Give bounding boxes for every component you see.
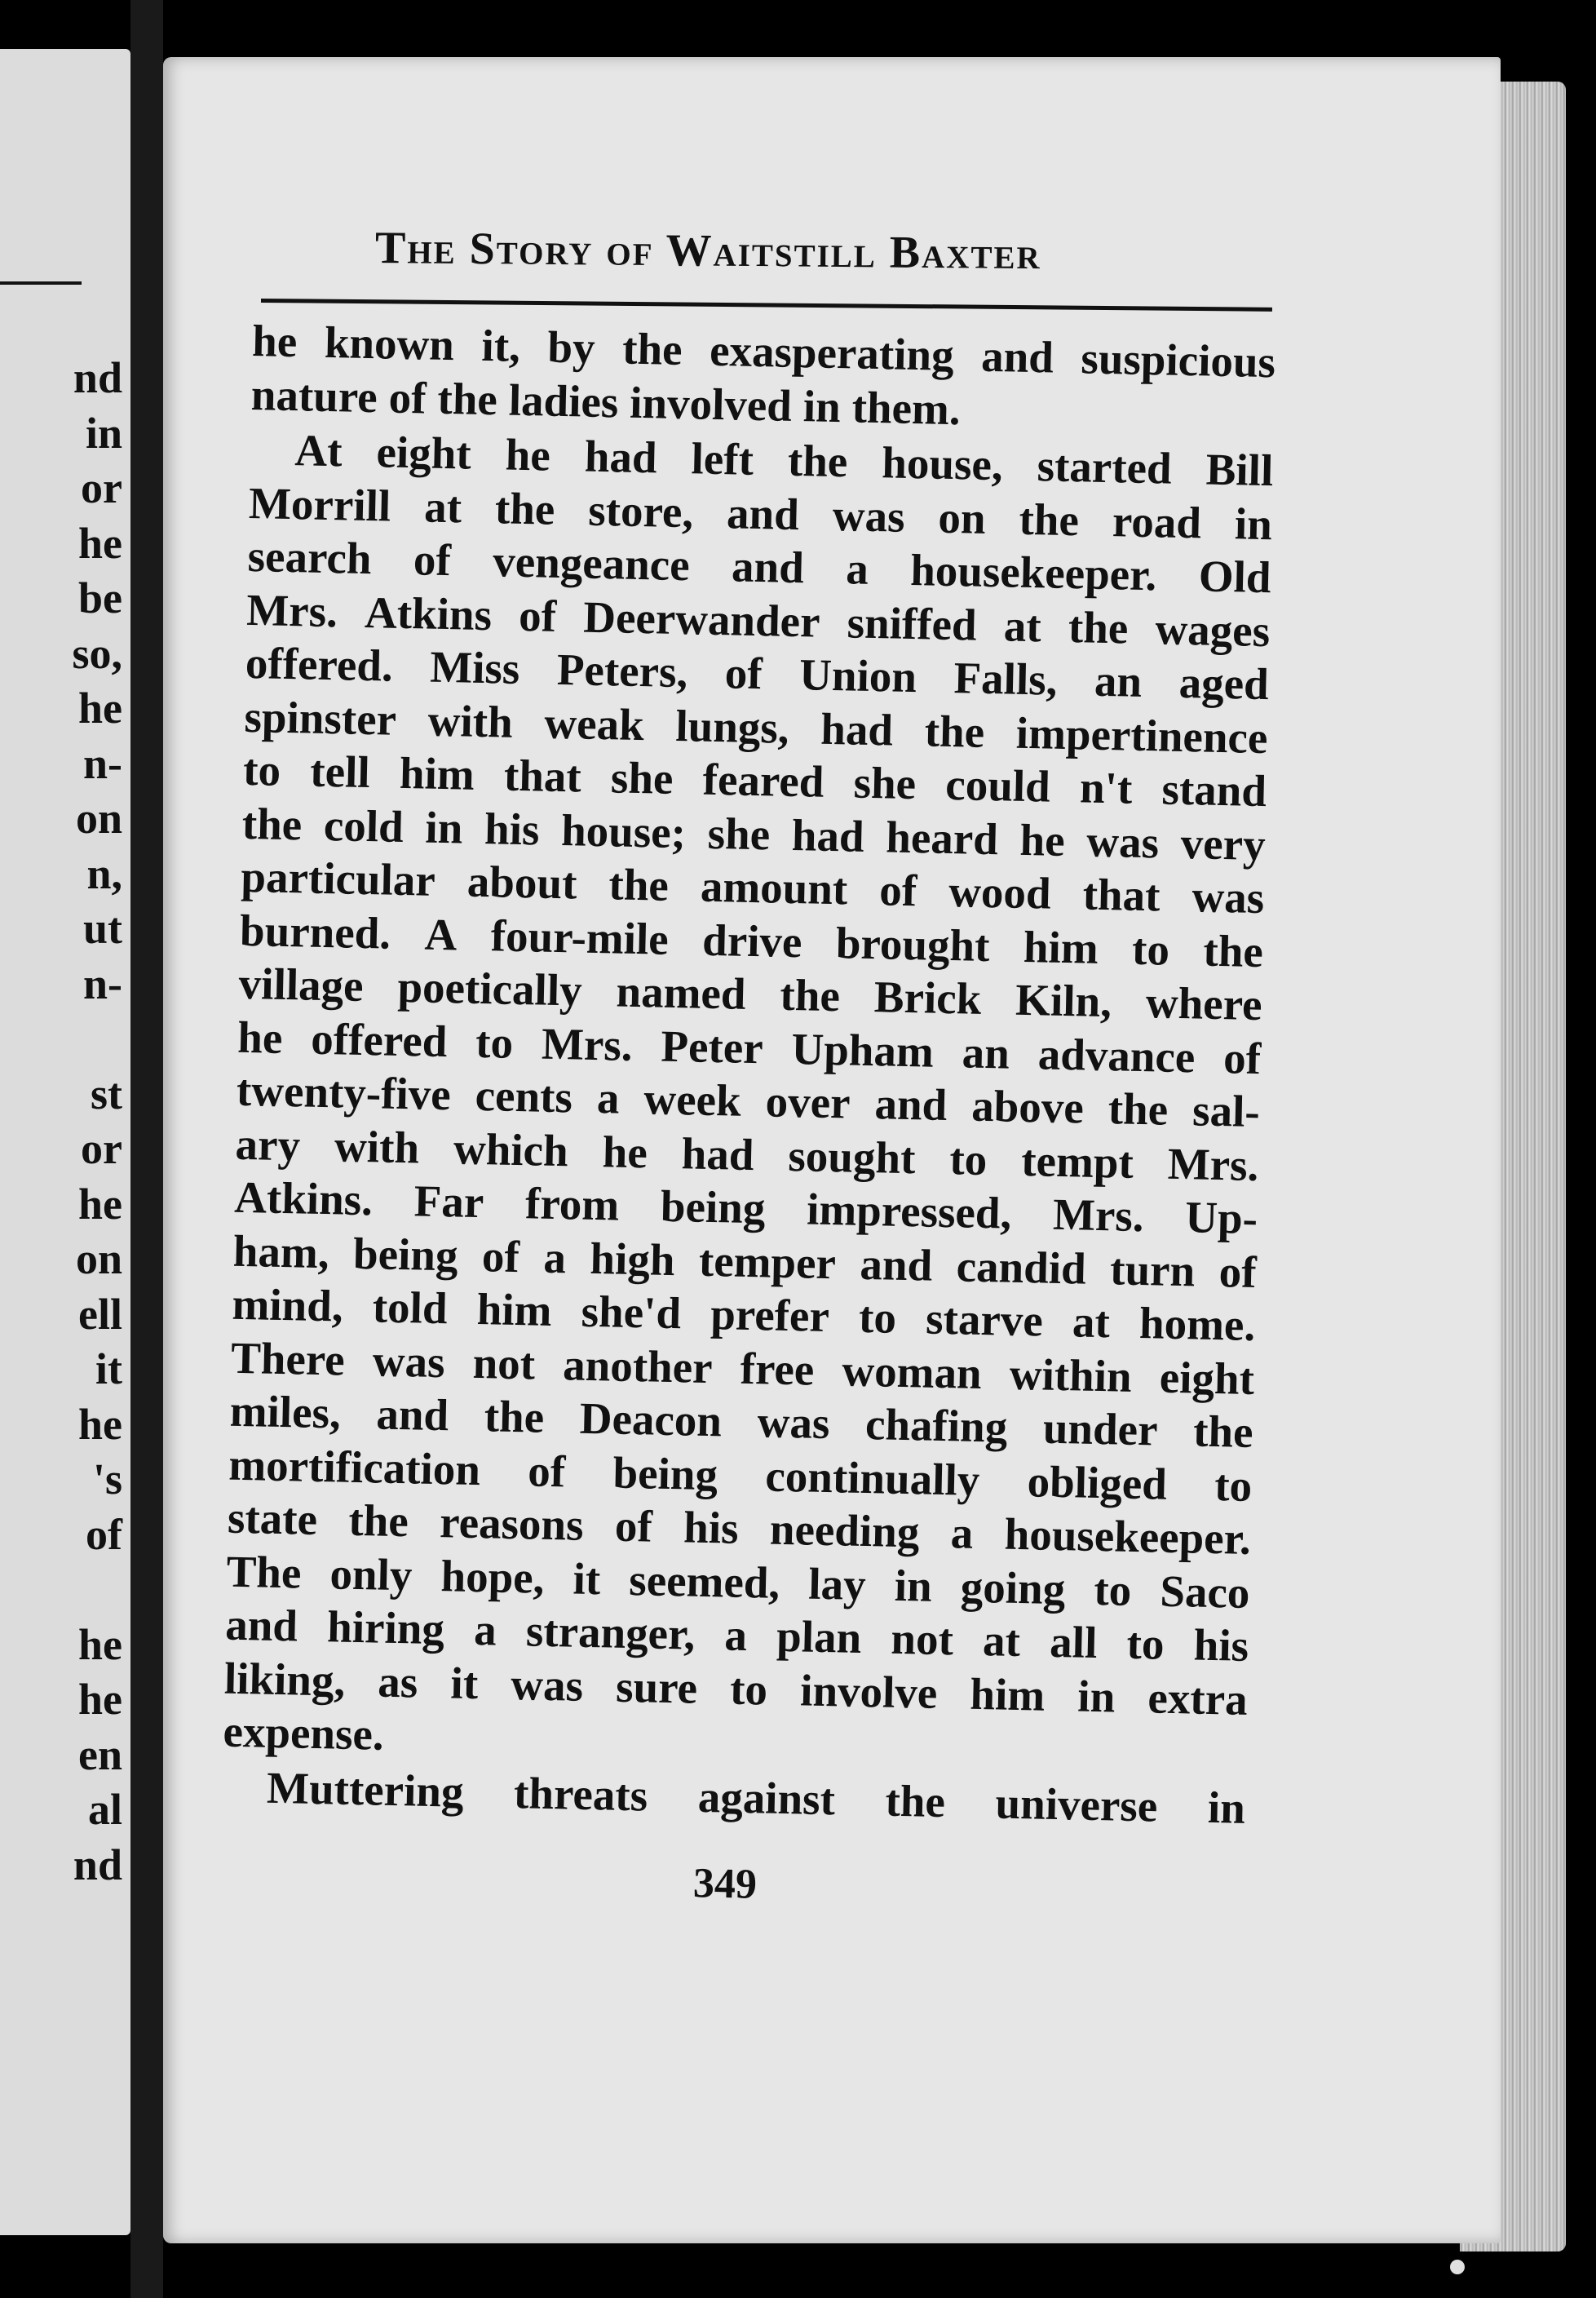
left-page-fragment: he — [78, 518, 122, 568]
word: cents — [475, 1069, 573, 1122]
word: to — [1214, 1459, 1253, 1511]
word: which — [453, 1122, 569, 1176]
word: heard — [885, 811, 999, 864]
word: on — [937, 492, 987, 543]
word: Kiln, — [1015, 974, 1112, 1027]
word: an — [1094, 655, 1143, 706]
word: another — [562, 1339, 714, 1393]
word: to — [475, 1016, 514, 1068]
book-gutter — [130, 0, 163, 2298]
word: where — [1145, 977, 1263, 1030]
word: the — [1018, 494, 1080, 545]
word: it — [573, 1553, 601, 1604]
left-page-fragment: or — [81, 1124, 122, 1173]
running-head: The Story of Waitstill Baxter — [374, 223, 1041, 280]
word: state — [227, 1492, 318, 1544]
word: started — [1037, 441, 1173, 494]
body-text — [222, 314, 1276, 1835]
word: poetically — [396, 961, 583, 1016]
word: a — [542, 1232, 567, 1282]
word: very — [1180, 817, 1267, 870]
word: had — [820, 703, 894, 755]
word: was — [832, 489, 906, 542]
word: told — [372, 1282, 449, 1334]
word: high — [589, 1233, 676, 1285]
word: the — [347, 1494, 409, 1547]
word: she — [707, 808, 771, 859]
left-page-fragment: on — [75, 794, 122, 843]
word: extra — [1147, 1671, 1249, 1725]
word: and — [224, 1599, 298, 1651]
word: Mrs. — [1052, 1189, 1145, 1242]
word: he — [505, 429, 551, 480]
word: to — [948, 1133, 988, 1184]
word: going — [960, 1561, 1066, 1614]
word: Atkins — [364, 587, 493, 640]
left-page-fragment: n- — [82, 959, 122, 1008]
word: n't — [1079, 762, 1133, 813]
word: could — [944, 759, 1051, 812]
word: only — [329, 1547, 413, 1600]
left-page-fragment: or — [81, 463, 122, 512]
word: he — [602, 1126, 648, 1177]
left-page-fragment: he — [78, 1179, 122, 1229]
word: him — [476, 1284, 553, 1335]
word: him — [1023, 921, 1099, 973]
word: left — [690, 433, 754, 485]
word: Saco — [1159, 1565, 1251, 1618]
word: continually — [764, 1450, 980, 1505]
word: cold — [323, 799, 405, 852]
word: within — [1009, 1348, 1133, 1401]
word: Deerwander — [582, 591, 821, 647]
word: was — [757, 1397, 830, 1449]
word: of — [481, 1230, 520, 1282]
word: liking, — [223, 1653, 346, 1706]
word: housekeeper. — [909, 544, 1157, 600]
word: of — [724, 648, 763, 699]
word: drive — [701, 914, 803, 967]
word: needing — [769, 1503, 920, 1557]
word: them. — [851, 381, 962, 434]
word: starve — [925, 1293, 1044, 1346]
left-page-fragment: nd — [73, 1840, 122, 1889]
left-page-fragment: of — [86, 1509, 122, 1559]
word: that — [503, 750, 582, 802]
word: him — [969, 1668, 1046, 1720]
word: in — [1077, 1671, 1116, 1722]
word: stranger, — [525, 1605, 696, 1659]
word: at — [1072, 1296, 1111, 1348]
word: suspicious — [1080, 333, 1276, 387]
word: expense. — [222, 1706, 385, 1760]
word: A — [423, 909, 458, 959]
word: universe — [995, 1777, 1158, 1831]
word: amount — [700, 861, 848, 914]
word: spinster — [244, 691, 397, 745]
word: to — [729, 1663, 768, 1715]
word: ary — [235, 1118, 301, 1170]
word: burned. — [239, 905, 391, 959]
word: There — [230, 1332, 346, 1385]
word: Old — [1198, 551, 1272, 603]
word: a — [845, 543, 869, 594]
word: at — [1003, 600, 1042, 651]
word: it, — [480, 320, 521, 371]
word: vengeance — [492, 536, 691, 591]
word: The — [226, 1546, 303, 1598]
word: housekeeper. — [1004, 1508, 1252, 1564]
word: Morrill — [248, 477, 391, 531]
word: and — [375, 1388, 449, 1441]
scan-speck — [1450, 2260, 1465, 2274]
word: above — [970, 1080, 1085, 1133]
word: him — [399, 747, 475, 799]
word: nature — [250, 369, 378, 422]
word: from — [524, 1178, 620, 1230]
word: At — [294, 425, 343, 476]
left-page-fragment: n- — [82, 738, 122, 788]
word: miles, — [229, 1385, 342, 1438]
word: and — [859, 1238, 933, 1291]
word: prefer — [710, 1289, 830, 1342]
left-page-fragment: he — [78, 1619, 122, 1669]
word: and — [980, 330, 1054, 383]
word: aged — [1178, 657, 1270, 710]
word: as — [377, 1656, 418, 1707]
word: sought — [787, 1130, 917, 1183]
word: Mrs. — [541, 1018, 634, 1070]
word: the — [241, 798, 303, 849]
word: temper — [698, 1235, 837, 1288]
left-page-text-fragments — [0, 351, 122, 1893]
word: in — [1234, 498, 1273, 549]
word: village — [238, 958, 365, 1012]
word: to — [242, 744, 281, 795]
word: in — [894, 1560, 933, 1611]
word: house, — [881, 437, 1004, 490]
word: feared — [702, 754, 825, 807]
word: hope, — [440, 1550, 546, 1603]
word: exasperating — [709, 325, 955, 381]
word: ham, — [232, 1225, 330, 1277]
word: seemed, — [628, 1554, 780, 1608]
word: the — [1068, 601, 1129, 653]
left-page-fragment: en — [78, 1729, 122, 1779]
word: Brick — [873, 972, 982, 1024]
word: plan — [776, 1610, 862, 1663]
word: Mrs. — [245, 584, 338, 636]
left-page-fragment — [0, 1562, 122, 1618]
word: of — [388, 372, 427, 423]
word: stand — [1161, 764, 1267, 817]
word: Atkins. — [233, 1171, 374, 1225]
word: a — [950, 1508, 974, 1558]
word: Deacon — [579, 1393, 723, 1446]
word: eight — [1159, 1352, 1255, 1404]
left-page-fragment: in — [85, 408, 122, 458]
word: obliged — [1027, 1455, 1168, 1509]
word: Muttering — [266, 1762, 465, 1817]
word: was — [372, 1335, 446, 1387]
word: sal- — [1191, 1085, 1261, 1137]
word: the — [436, 373, 498, 424]
word: the — [779, 969, 841, 1021]
word: brought — [835, 917, 991, 971]
word: not — [890, 1613, 954, 1665]
left-page-fragment: he — [78, 1399, 122, 1449]
word: store, — [587, 485, 694, 537]
word: of — [518, 590, 557, 641]
word: was — [1085, 816, 1160, 867]
word: he — [251, 315, 298, 367]
word: of — [878, 865, 917, 916]
word: named — [616, 966, 747, 1019]
word: lungs, — [674, 700, 790, 753]
left-page-fragment: he — [78, 1675, 122, 1724]
word: road — [1112, 495, 1202, 547]
word: house; — [560, 804, 687, 857]
word: the — [924, 705, 985, 757]
word: reasons — [439, 1497, 585, 1550]
word: being — [352, 1228, 459, 1281]
word: to — [1126, 1618, 1165, 1669]
word: his — [683, 1502, 740, 1553]
word: being — [612, 1447, 718, 1499]
word: offered. — [245, 637, 394, 691]
word: at — [982, 1615, 1021, 1667]
word: wood — [948, 866, 1052, 919]
word: turn — [1109, 1243, 1196, 1295]
word: at — [423, 480, 462, 532]
left-page-fragment — [0, 1012, 122, 1067]
word: and — [726, 487, 800, 539]
word: four-mile — [490, 910, 670, 964]
word: to — [1131, 923, 1170, 975]
word: the — [494, 482, 556, 534]
word: threats — [513, 1767, 648, 1821]
word: tell — [309, 746, 371, 798]
word: Peter — [660, 1021, 764, 1073]
word: Upham — [791, 1023, 935, 1077]
left-page-fragment: on — [75, 1234, 122, 1283]
word: with — [334, 1120, 420, 1172]
word: wages — [1154, 603, 1271, 656]
word: offered — [310, 1013, 448, 1066]
word: being — [660, 1180, 767, 1233]
word: the — [621, 323, 683, 375]
left-page-fragment: ut — [82, 904, 122, 953]
word: and — [731, 541, 805, 593]
word: of — [527, 1445, 566, 1496]
word: his — [484, 803, 541, 854]
word: Falls, — [953, 653, 1059, 705]
word: to — [1093, 1564, 1132, 1615]
word: the — [608, 859, 670, 910]
word: it — [449, 1657, 479, 1708]
left-page-head-rule — [0, 281, 82, 285]
word: Peters, — [556, 644, 688, 697]
word: all — [1049, 1616, 1098, 1668]
word: hiring — [326, 1601, 445, 1654]
word: in — [424, 802, 464, 853]
word: weak — [543, 697, 645, 750]
left-facing-page — [0, 49, 130, 2235]
word: not — [472, 1337, 536, 1389]
word: was — [1191, 871, 1265, 923]
word: the — [885, 1775, 946, 1826]
word: and — [873, 1078, 948, 1131]
word: Far — [413, 1176, 484, 1228]
left-page-fragment: ell — [78, 1289, 122, 1339]
word: sure — [615, 1661, 698, 1713]
word: the — [484, 1391, 545, 1442]
left-page-fragment: he — [78, 684, 122, 733]
word: tempt — [1020, 1135, 1134, 1188]
word: against — [697, 1771, 836, 1824]
word: of — [1222, 1032, 1262, 1083]
word: had — [584, 431, 658, 483]
word: lay — [807, 1558, 867, 1609]
word: eight — [376, 427, 472, 479]
word: about — [466, 856, 578, 909]
word: mortification — [228, 1439, 481, 1494]
word: with — [427, 695, 514, 747]
word: he — [237, 1012, 284, 1063]
word: home. — [1138, 1298, 1256, 1351]
word: involve — [799, 1664, 938, 1718]
left-page-fragment: al — [87, 1785, 122, 1834]
word: search — [247, 530, 373, 584]
left-page-fragment: n, — [86, 848, 122, 898]
word: advance — [1037, 1028, 1196, 1082]
word: known — [324, 317, 455, 370]
left-page-fragment: be — [78, 573, 122, 622]
word: involved — [629, 377, 793, 431]
word: of — [413, 534, 452, 586]
word: mind, — [231, 1278, 344, 1331]
word: under — [1042, 1402, 1159, 1455]
word: woman — [841, 1344, 983, 1398]
word: Miss — [429, 641, 520, 693]
word: she'd — [581, 1286, 682, 1339]
word: impertinence — [1015, 707, 1269, 763]
word: had — [681, 1127, 755, 1180]
word: particular — [240, 851, 436, 905]
word: Union — [798, 649, 917, 702]
word: free — [740, 1343, 816, 1395]
word: chafing — [864, 1399, 1008, 1452]
word: Up- — [1184, 1192, 1258, 1244]
word: an — [962, 1026, 1010, 1078]
word: ladies — [508, 374, 619, 427]
word: that — [1082, 869, 1161, 921]
word: he — [1019, 814, 1066, 866]
word: she — [610, 752, 674, 804]
word: twenty-five — [236, 1065, 452, 1120]
word: a — [596, 1073, 621, 1123]
left-page-fragment: it — [95, 1344, 122, 1393]
word: candid — [956, 1240, 1087, 1294]
word: impressed, — [806, 1184, 1012, 1238]
word: of — [1218, 1246, 1258, 1297]
word: Bill — [1205, 444, 1274, 496]
word: was — [510, 1658, 584, 1711]
word: sniffed — [847, 596, 978, 650]
word: his — [1193, 1619, 1249, 1671]
word: the — [787, 435, 848, 487]
word: of — [614, 1500, 653, 1552]
word: Mrs. — [1167, 1138, 1259, 1190]
word: by — [546, 321, 596, 373]
page-number: 349 — [692, 1860, 758, 1908]
word: the — [1192, 1406, 1254, 1457]
word: the — [1107, 1083, 1169, 1135]
word: in — [802, 380, 842, 432]
word: a — [473, 1605, 497, 1655]
word: week — [643, 1074, 742, 1126]
left-page-fragment: nd — [73, 353, 122, 402]
word: to — [858, 1291, 897, 1343]
left-page-fragment: st — [91, 1069, 122, 1118]
left-page-fragment: so, — [72, 628, 122, 678]
word: in — [1207, 1782, 1246, 1833]
word: the — [1202, 925, 1264, 976]
word: a — [723, 1609, 748, 1661]
word: she — [853, 757, 917, 809]
left-page-fragment: 's — [92, 1455, 122, 1503]
word: had — [791, 809, 865, 861]
word: over — [765, 1076, 851, 1128]
